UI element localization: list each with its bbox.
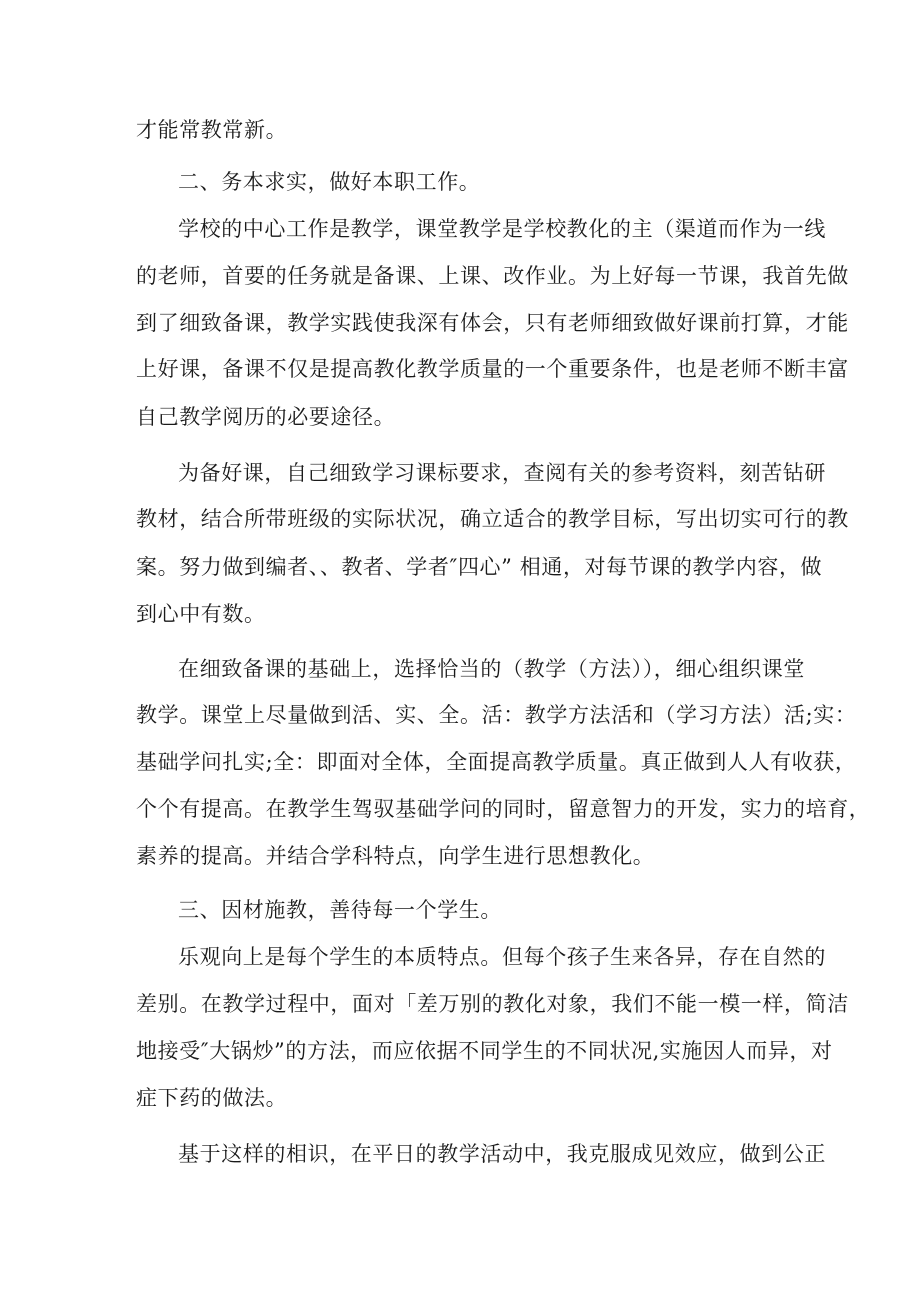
text-line: 乐观向上是每个学生的本质特点。但每个孩子生来各异，存在自然的 (178, 945, 826, 969)
text-line: 的老师，首要的任务就是备课、上课、改作业。为上好每一节课，我首先做 (136, 264, 849, 288)
text-line: 地接受″大锅炒”的方法，而应依据不同学生的不同状况,实施因人而异，对 (136, 1039, 833, 1063)
text-line: 自己教学阅历的必要途径。 (136, 405, 396, 429)
text-line: 个个有提高。在教学生驾驭基础学问的同时，留意智力的开发，实力的培育， (136, 797, 871, 821)
text-line: 上好课，备课不仅是提高教化教学质量的一个重要条件，也是老师不断丰富 (136, 357, 849, 381)
text-line: 教材，结合所带班级的实际状况，确立适合的教学目标，写出切实可行的教 (136, 507, 849, 531)
text-line: 为备好课，自己细致学习课标要求，查阅有关的参考资料，刻苦钻研 (178, 461, 826, 485)
text-line: 到心中有数。 (136, 602, 266, 626)
text-line: 差别。在教学过程中，面对「差万别的教化对象，我们不能一模一样，简洁 (136, 992, 849, 1016)
text-line: 教学。课堂上尽量做到活、实、全。活：教学方法活和（学习方法）活;实： (136, 703, 857, 727)
section-heading: 二、务本求实，做好本职工作。 (178, 170, 481, 194)
text-line: 才能常教常新。 (136, 118, 288, 142)
text-line: 症下药的做法。 (136, 1086, 288, 1110)
text-line: 案。努力做到编者、、教者、学者″四心” 相通，对每节课的教学内容，做 (136, 555, 823, 579)
text-line: 基于这样的相识，在平日的教学活动中，我克服成见效应，做到公正 (178, 1142, 826, 1166)
text-line: 学校的中心工作是教学，课堂教学是学校教化的主（渠道而作为一线 (178, 217, 826, 241)
text-line: 在细致备课的基础上，选择恰当的（教学（方法）），细心组织课堂 (178, 657, 805, 681)
section-heading: 三、因材施教，善待每一个学生。 (178, 898, 502, 922)
text-line: 基础学问扎实;全：即面对全体，全面提高教学质量。真正做到人人有收获， (136, 750, 857, 774)
text-line: 素养的提高。并结合学科特点，向学生进行思想教化。 (136, 844, 655, 868)
text-line: 到了细致备课，教学实践使我深有体会，只有老师细致做好课前打算，才能 (136, 311, 849, 335)
